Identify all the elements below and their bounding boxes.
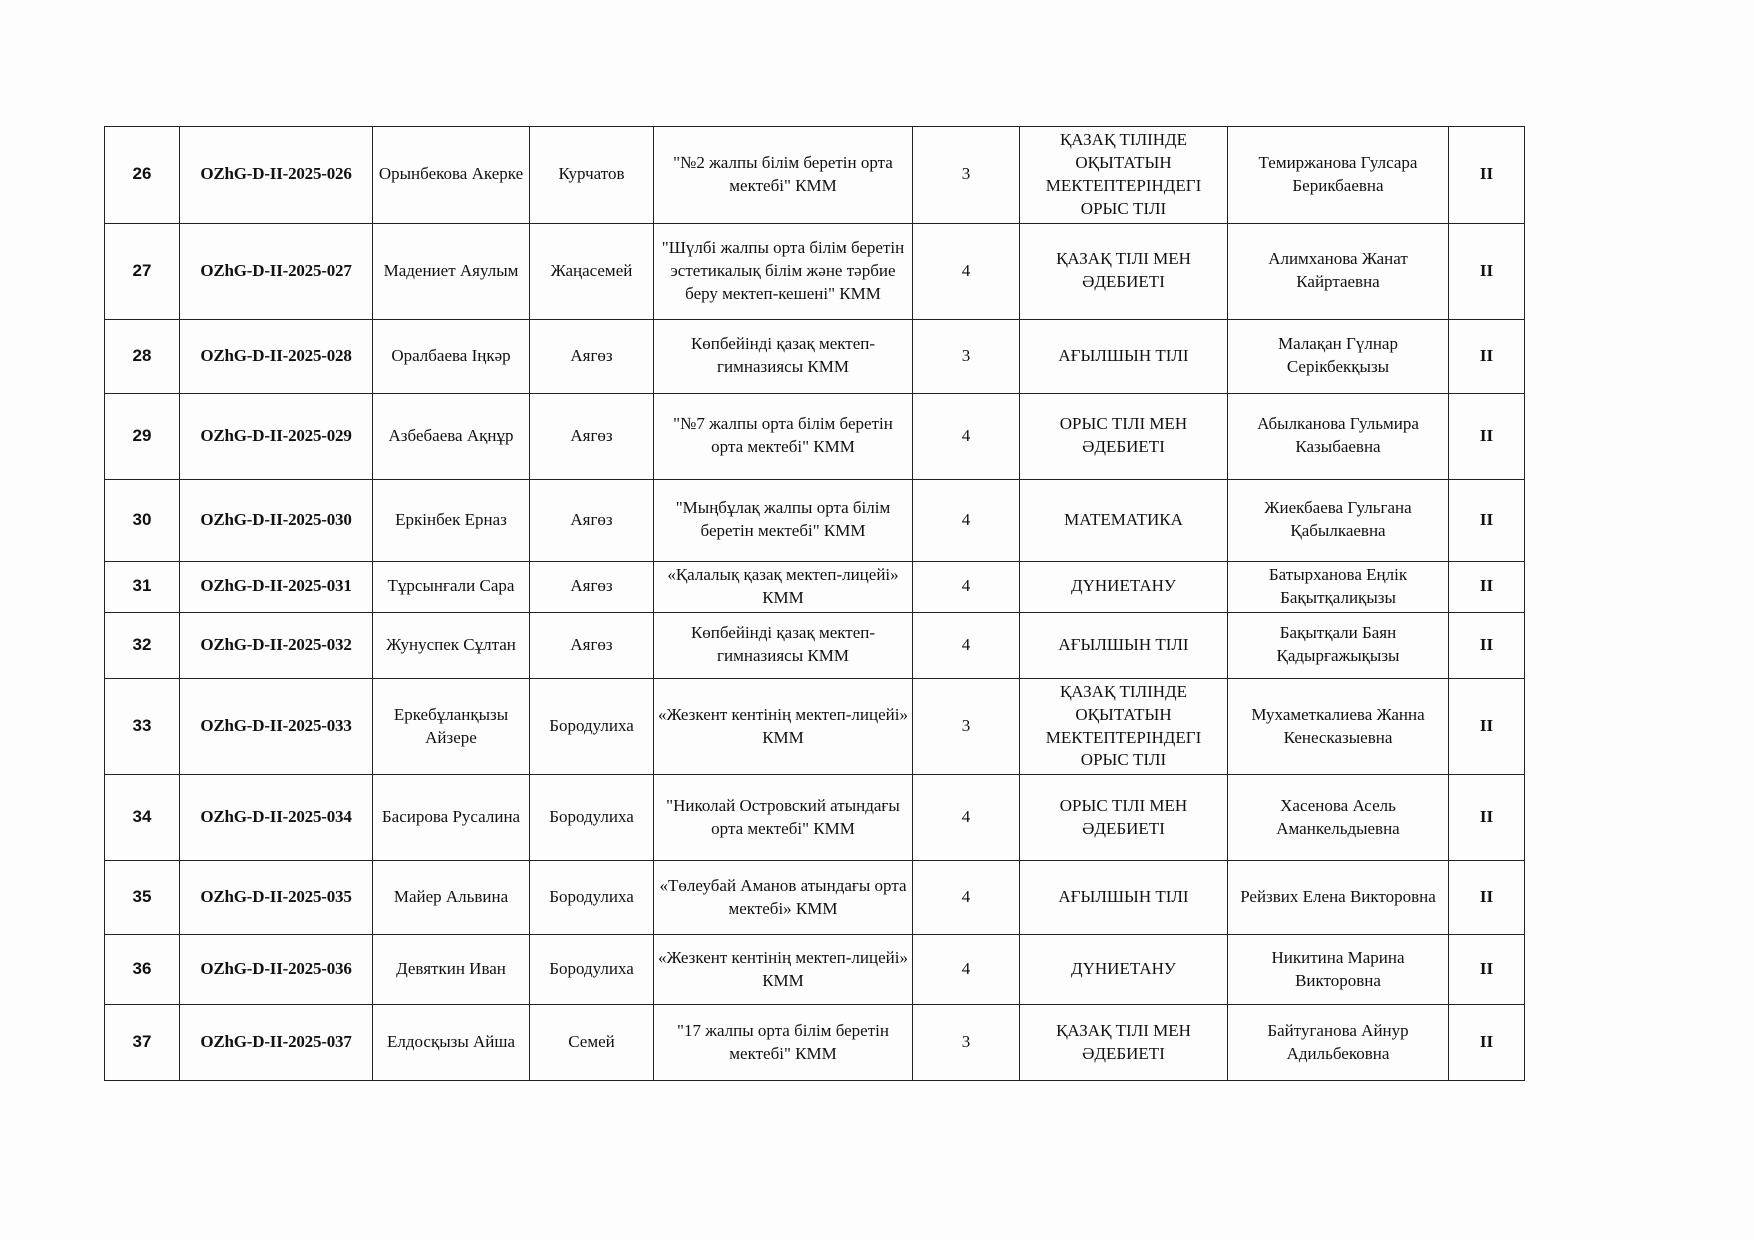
subject-cell: ДҮНИЕТАНУ <box>1020 561 1228 612</box>
teacher-cell: Никитина Марина Викторовна <box>1228 935 1449 1005</box>
table-row <box>105 127 1525 224</box>
subject-cell: АҒЫЛШЫН ТІЛІ <box>1020 612 1228 678</box>
category-cell: II <box>1449 775 1525 861</box>
participant-code-cell: OZhG-D-II-2025-035 <box>180 861 373 935</box>
grade-cell: 4 <box>913 612 1020 678</box>
school-cell: Көпбейінді қазақ мектеп-гимназиясы КММ <box>654 319 913 393</box>
table-row <box>105 678 1525 775</box>
student-name-cell: Майер Альвина <box>373 861 530 935</box>
subject-cell: МАТЕМАТИКА <box>1020 479 1228 561</box>
grade-cell: 3 <box>913 1005 1020 1081</box>
grade-cell: 3 <box>913 678 1020 775</box>
participant-code-cell: OZhG-D-II-2025-026 <box>180 127 373 224</box>
teacher-cell: Абылканова Гульмира Казыбаевна <box>1228 393 1449 479</box>
school-cell: "№7 жалпы орта білім беретін орта мектебі" КММ <box>654 393 913 479</box>
grade-cell: 3 <box>913 319 1020 393</box>
category-cell: II <box>1449 561 1525 612</box>
student-name-cell: Жунуспек Сұлтан <box>373 612 530 678</box>
grade-cell: 4 <box>913 861 1020 935</box>
student-name-cell: Девяткин Иван <box>373 935 530 1005</box>
subject-cell: ҚАЗАҚ ТІЛІНДЕ ОҚЫТАТЫН МЕКТЕПТЕРІНДЕГІ ОРЫС ТІЛІ <box>1020 127 1228 224</box>
row-number-cell: 37 <box>105 1005 180 1081</box>
district-cell: Бородулиха <box>530 935 654 1005</box>
grade-cell: 4 <box>913 561 1020 612</box>
teacher-cell: Темиржанова Гулсара Берикбаевна <box>1228 127 1449 224</box>
participant-code-cell: OZhG-D-II-2025-037 <box>180 1005 373 1081</box>
student-name-cell: Мадениет Аяулым <box>373 223 530 319</box>
participant-code-cell: OZhG-D-II-2025-027 <box>180 223 373 319</box>
teacher-cell: Байтуганова Айнур Адильбековна <box>1228 1005 1449 1081</box>
row-number-cell: 33 <box>105 678 180 775</box>
subject-cell: ОРЫС ТІЛІ МЕН ӘДЕБИЕТІ <box>1020 393 1228 479</box>
district-cell: Аягөз <box>530 393 654 479</box>
participant-code-cell: OZhG-D-II-2025-028 <box>180 319 373 393</box>
student-name-cell: Орынбекова Акерке <box>373 127 530 224</box>
school-cell: "Николай Островский атындағы орта мектебі" КММ <box>654 775 913 861</box>
row-number-cell: 34 <box>105 775 180 861</box>
participant-code-cell: OZhG-D-II-2025-036 <box>180 935 373 1005</box>
district-cell: Аягөз <box>530 612 654 678</box>
subject-cell: ДҮНИЕТАНУ <box>1020 935 1228 1005</box>
school-cell: "№2 жалпы білім беретін орта мектебі" КММ <box>654 127 913 224</box>
teacher-cell: Жиекбаева Гульгана Қабылкаевна <box>1228 479 1449 561</box>
category-cell: II <box>1449 678 1525 775</box>
participant-code-cell: OZhG-D-II-2025-030 <box>180 479 373 561</box>
participant-code-cell: OZhG-D-II-2025-031 <box>180 561 373 612</box>
teacher-cell: Малақан Гүлнар Серікбекқызы <box>1228 319 1449 393</box>
district-cell: Аягөз <box>530 319 654 393</box>
category-cell: II <box>1449 223 1525 319</box>
row-number-cell: 29 <box>105 393 180 479</box>
grade-cell: 4 <box>913 393 1020 479</box>
school-cell: «Жезкент кентінің мектеп-лицейі» КММ <box>654 678 913 775</box>
student-name-cell: Басирова Русалина <box>373 775 530 861</box>
school-cell: Көпбейінді қазақ мектеп-гимназиясы КММ <box>654 612 913 678</box>
table-row <box>105 861 1525 935</box>
table-row <box>105 479 1525 561</box>
student-name-cell: Еркінбек Ерназ <box>373 479 530 561</box>
subject-cell: АҒЫЛШЫН ТІЛІ <box>1020 319 1228 393</box>
category-cell: II <box>1449 935 1525 1005</box>
student-name-cell: Азбебаева Ақнұр <box>373 393 530 479</box>
row-number-cell: 32 <box>105 612 180 678</box>
category-cell: II <box>1449 479 1525 561</box>
district-cell: Семей <box>530 1005 654 1081</box>
student-name-cell: Оралбаева Іңкәр <box>373 319 530 393</box>
participant-code-cell: OZhG-D-II-2025-034 <box>180 775 373 861</box>
table-body <box>105 127 1525 1081</box>
teacher-cell: Батырханова Еңлік Бақытқалиқызы <box>1228 561 1449 612</box>
table-row <box>105 935 1525 1005</box>
row-number-cell: 31 <box>105 561 180 612</box>
row-number-cell: 26 <box>105 127 180 224</box>
student-name-cell: Елдосқызы Айша <box>373 1005 530 1081</box>
category-cell: II <box>1449 1005 1525 1081</box>
table-row <box>105 1005 1525 1081</box>
table-row <box>105 393 1525 479</box>
teacher-cell: Хасенова Асель Аманкельдыевна <box>1228 775 1449 861</box>
district-cell: Жаңасемей <box>530 223 654 319</box>
school-cell: "Шүлбі жалпы орта білім беретін эстетикалық білім және тәрбие беру мектеп-кешені" КММ <box>654 223 913 319</box>
subject-cell: ҚАЗАҚ ТІЛІНДЕ ОҚЫТАТЫН МЕКТЕПТЕРІНДЕГІ ОРЫС ТІЛІ <box>1020 678 1228 775</box>
results-table <box>104 126 1525 1081</box>
district-cell: Бородулиха <box>530 678 654 775</box>
district-cell: Аягөз <box>530 479 654 561</box>
teacher-cell: Мухаметкалиева Жанна Кенесказыевна <box>1228 678 1449 775</box>
grade-cell: 4 <box>913 223 1020 319</box>
category-cell: II <box>1449 612 1525 678</box>
school-cell: «Төлеубай Аманов атындағы орта мектебі» КММ <box>654 861 913 935</box>
table-row <box>105 775 1525 861</box>
district-cell: Курчатов <box>530 127 654 224</box>
row-number-cell: 27 <box>105 223 180 319</box>
grade-cell: 4 <box>913 935 1020 1005</box>
table-row <box>105 319 1525 393</box>
row-number-cell: 30 <box>105 479 180 561</box>
teacher-cell: Рейзвих Елена Викторовна <box>1228 861 1449 935</box>
category-cell: II <box>1449 127 1525 224</box>
subject-cell: АҒЫЛШЫН ТІЛІ <box>1020 861 1228 935</box>
teacher-cell: Бақытқали Баян Қадырғажықызы <box>1228 612 1449 678</box>
row-number-cell: 28 <box>105 319 180 393</box>
category-cell: II <box>1449 393 1525 479</box>
row-number-cell: 36 <box>105 935 180 1005</box>
row-number-cell: 35 <box>105 861 180 935</box>
school-cell: «Қалалық қазақ мектеп-лицейі» КММ <box>654 561 913 612</box>
school-cell: "Мыңбұлақ жалпы орта білім беретін мектебі" КММ <box>654 479 913 561</box>
category-cell: II <box>1449 861 1525 935</box>
grade-cell: 4 <box>913 775 1020 861</box>
table-row <box>105 612 1525 678</box>
district-cell: Бородулиха <box>530 861 654 935</box>
table-row <box>105 223 1525 319</box>
student-name-cell: Еркебұланқызы Айзере <box>373 678 530 775</box>
subject-cell: ҚАЗАҚ ТІЛІ МЕН ӘДЕБИЕТІ <box>1020 1005 1228 1081</box>
district-cell: Аягөз <box>530 561 654 612</box>
table-row <box>105 561 1525 612</box>
participant-code-cell: OZhG-D-II-2025-033 <box>180 678 373 775</box>
grade-cell: 3 <box>913 127 1020 224</box>
participant-code-cell: OZhG-D-II-2025-032 <box>180 612 373 678</box>
subject-cell: ОРЫС ТІЛІ МЕН ӘДЕБИЕТІ <box>1020 775 1228 861</box>
subject-cell: ҚАЗАҚ ТІЛІ МЕН ӘДЕБИЕТІ <box>1020 223 1228 319</box>
grade-cell: 4 <box>913 479 1020 561</box>
participant-code-cell: OZhG-D-II-2025-029 <box>180 393 373 479</box>
category-cell: II <box>1449 319 1525 393</box>
student-name-cell: Тұрсынғали Сара <box>373 561 530 612</box>
teacher-cell: Алимханова Жанат Кайртаевна <box>1228 223 1449 319</box>
school-cell: "17 жалпы орта білім беретін мектебі" КММ <box>654 1005 913 1081</box>
district-cell: Бородулиха <box>530 775 654 861</box>
school-cell: «Жезкент кентінің мектеп-лицейі» КММ <box>654 935 913 1005</box>
